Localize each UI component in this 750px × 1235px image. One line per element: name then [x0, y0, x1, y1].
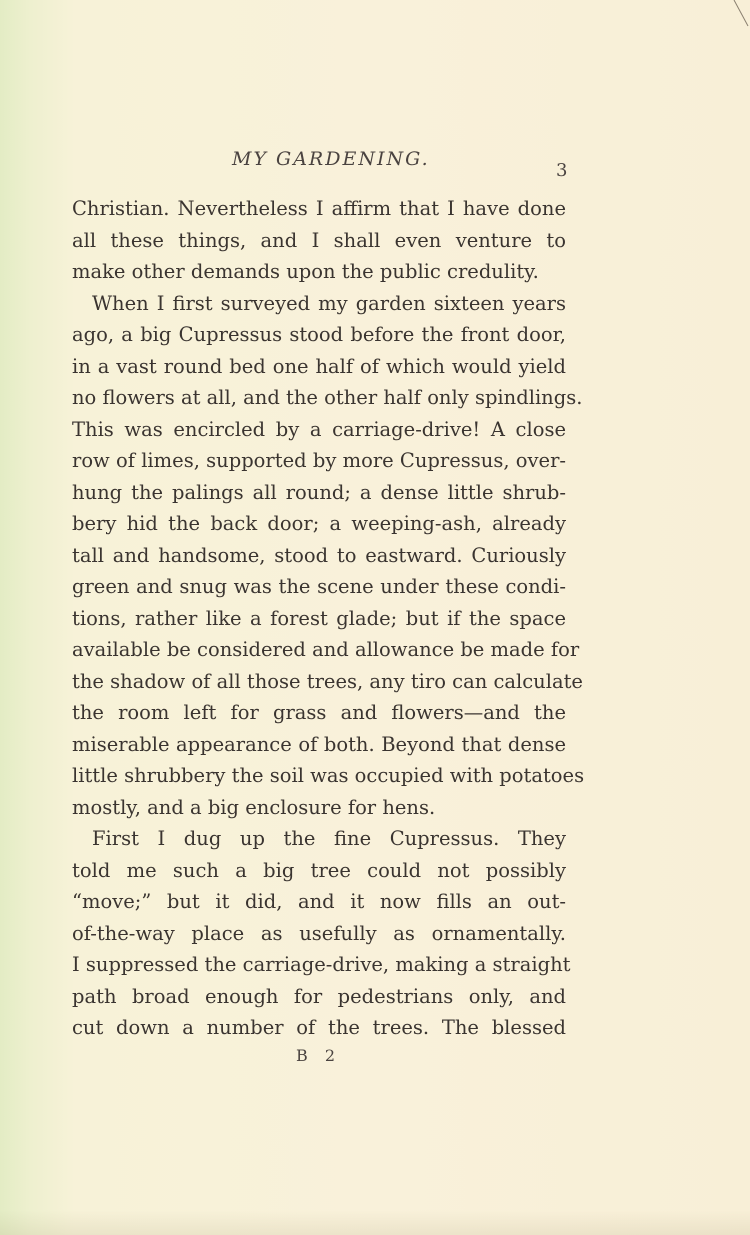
text-line: tions, rather like a forest glade; but if the space — [72, 606, 566, 630]
text-line: in a vast round bed one half of which would yield — [72, 354, 566, 378]
text-line: make other demands upon the public credulity. — [72, 260, 539, 283]
text-line: Christian. Nevertheless I affirm that I have done — [72, 197, 566, 220]
text-line: miserable appearance of both. Beyond that dense — [72, 732, 566, 756]
page-number: 3 — [556, 160, 568, 181]
text-line: This was encircled by a carriage-drive! A close — [72, 417, 566, 441]
text-line: bery hid the back door; a weeping-ash, already — [72, 512, 566, 535]
text-line: of-the-way place as usefully as ornamentally. — [72, 921, 566, 945]
text-line: When I first surveyed my garden sixteen years — [92, 291, 566, 315]
page-header — [0, 148, 750, 184]
text-line: First I dug up the fine Cupressus. They — [92, 827, 566, 850]
text-line: available be considered and allowance be made for — [72, 638, 580, 661]
text-line: green and snug was the scene under these condi- — [72, 575, 566, 598]
text-line: row of limes, supported by more Cupressus, over- — [72, 449, 566, 472]
text-line: path broad enough for pedestrians only, and — [72, 984, 566, 1008]
text-line: little shrubbery the soil was occupied with potatoes — [72, 764, 585, 787]
text-line: I suppressed the carriage-drive, making a straight — [72, 953, 571, 976]
text-line: the room left for grass and flowers—and the — [72, 701, 566, 724]
text-line: all these things, and I shall even venture to — [72, 228, 566, 252]
text-line: cut down a number of the trees. The blessed — [72, 1016, 566, 1039]
signature-mark: B 2 — [296, 1046, 342, 1065]
page-bottom-edge — [0, 1210, 750, 1235]
text-line: ago, a big Cupressus stood before the front door, — [72, 323, 566, 346]
body-text — [72, 193, 585, 1044]
running-title: MY GARDENING. — [232, 148, 430, 170]
page-corner-mark — [730, 0, 750, 30]
text-line: “move;” but it did, and it now fills an out- — [72, 890, 566, 913]
text-line: tall and handsome, stood to eastward. Curiously — [72, 543, 566, 567]
text-line: hung the palings all round; a dense little shrub- — [72, 480, 566, 504]
text-line: the shadow of all those trees, any tiro can calculate — [72, 669, 583, 693]
text-line: told me such a big tree could not possibly — [72, 858, 566, 882]
text-line: mostly, and a big enclosure for hens. — [72, 795, 436, 819]
text-line: no flowers at all, and the other half only spindlings. — [72, 386, 583, 409]
